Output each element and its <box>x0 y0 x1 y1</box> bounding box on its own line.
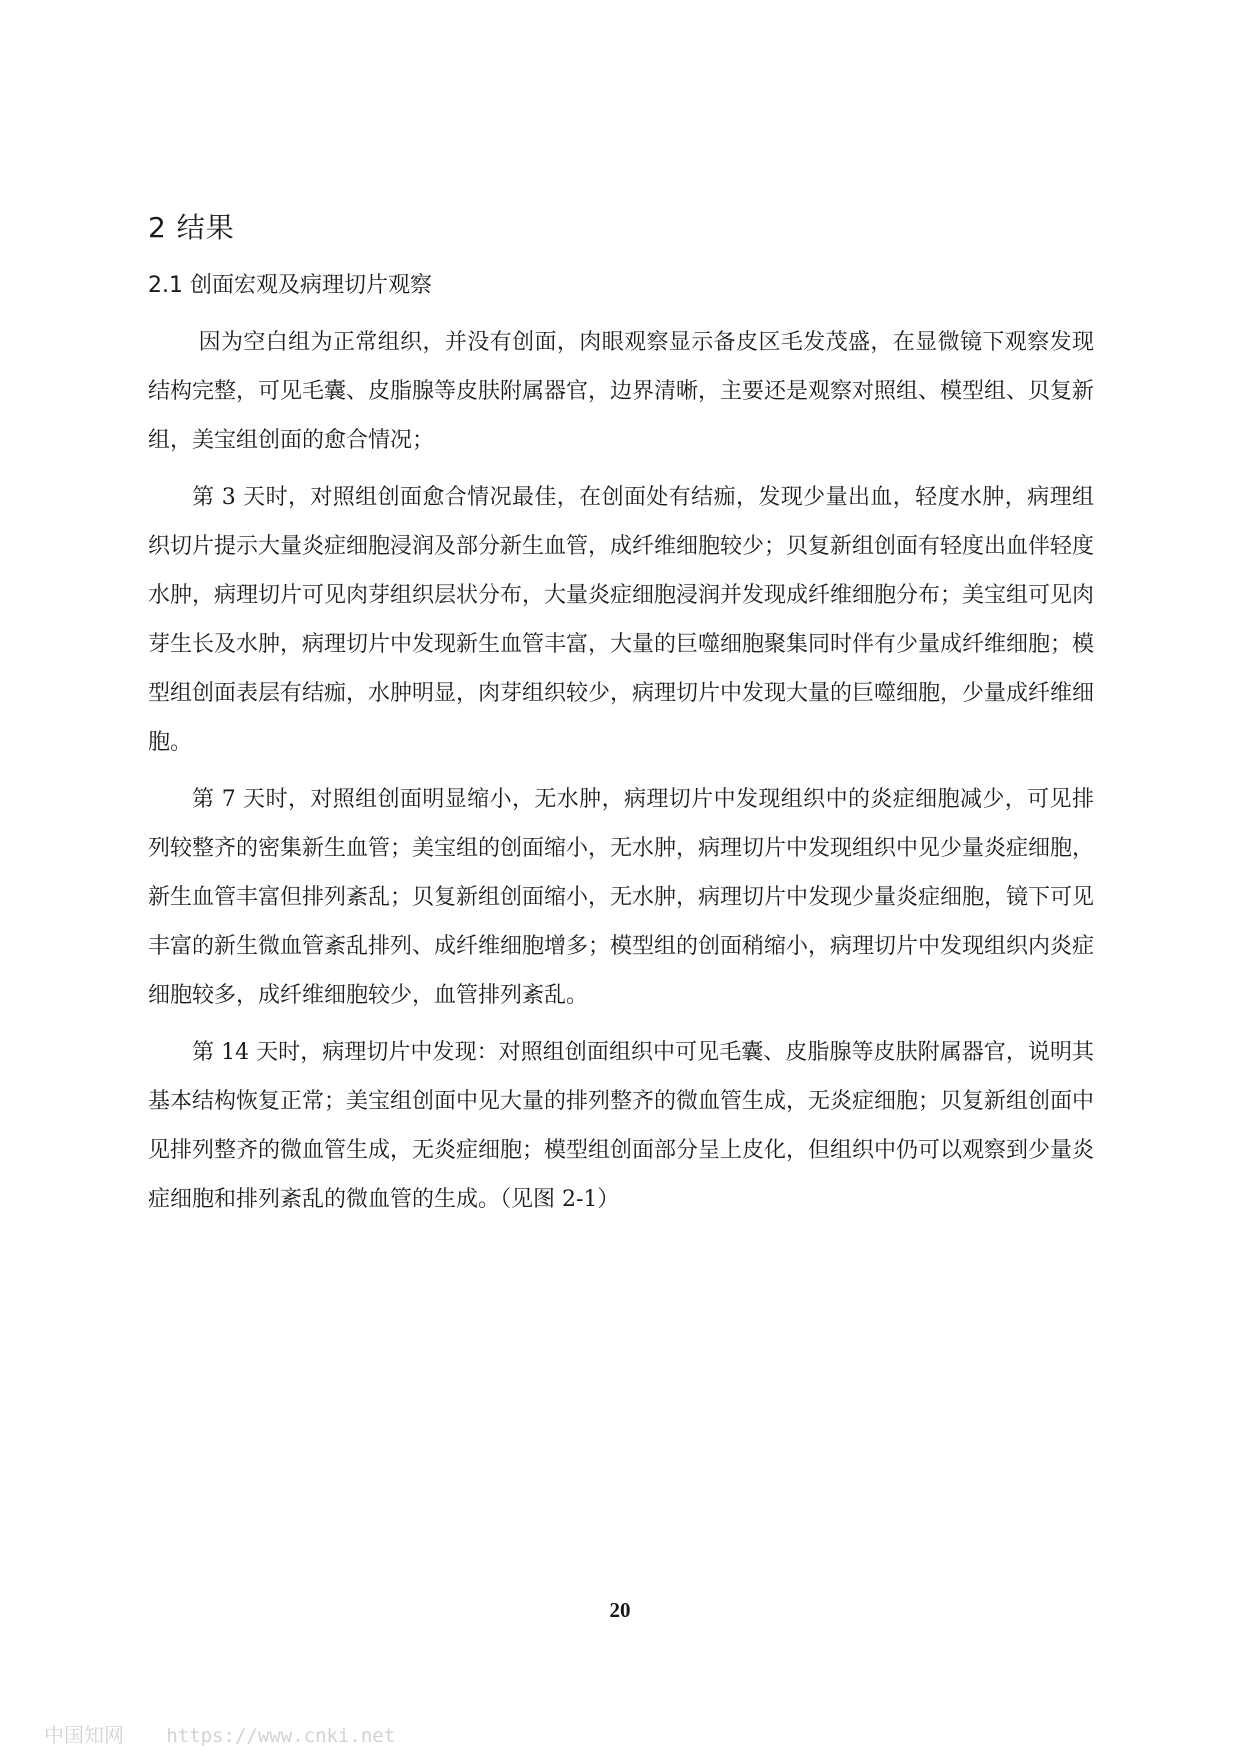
paragraph-blank-group: 因为空白组为正常组织，并没有创面，肉眼观察显示备皮区毛发茂盛，在显微镜下观察发现结构完整，可见毛囊、皮脂腺等皮肤附属器官，边界清晰，主要还是观察对照组、模型组、贝复新组，美宝组创面的愈合情况； <box>148 330 1095 453</box>
paragraph-day-14: 第 14 天时，病理切片中发现：对照组创面组织中可见毛囊、皮脂腺等皮肤附属器官，说明其基本结构恢复正常；美宝组创面中见大量的排列整齐的微血管生成，无炎症细胞；贝复新组创面中见排列整齐的微血管生成，无炎症细胞；模型组创面部分呈上皮化，但组织中仍可以观察到少量炎症细胞和排列紊乱的微血管的生成。（见图 2-1） <box>148 1040 1095 1212</box>
watermark-url: https://www.cnki.net <box>166 1725 396 1747</box>
paragraph-day-7: 第 7 天时，对照组创面明显缩小，无水肿，病理切片中发现组织中的炎症细胞减少，可见排列较整齐的密集新生血管；美宝组的创面缩小，无水肿，病理切片中发现组织中见少量炎症细胞，新生血管丰富但排列紊乱；贝复新组创面缩小，无水肿，病理切片中发现少量炎症细胞，镜下可见丰富的新生微血管紊乱排列、成纤维细胞增多；模型组的创面稍缩小，病理切片中发现组织内炎症细胞较多，成纤维细胞较少，血管排列紊乱。 <box>148 787 1095 1008</box>
section-heading: 2 结果 <box>148 211 235 244</box>
watermark-brand: 中国知网 <box>44 1723 124 1747</box>
page-number: 20 <box>609 1598 631 1622</box>
subsection-heading: 2.1 创面宏观及病理切片观察 <box>148 273 432 298</box>
body-text <box>148 318 1094 1232</box>
watermark <box>44 1719 395 1748</box>
paragraph-day-3: 第 3 天时，对照组创面愈合情况最佳，在创面处有结痂，发现少量出血，轻度水肿，病理组织切片提示大量炎症细胞浸润及部分新生血管，成纤维细胞较少；贝复新组创面有轻度出血伴轻度水肿，病理切片可见肉芽组织层状分布，大量炎症细胞浸润并发现成纤维细胞分布；美宝组可见肉芽生长及水肿，病理切片中发现新生血管丰富，大量的巨噬细胞聚集同时伴有少量成纤维细胞；模型组创面表层有结痂，水肿明显，肉芽组织较少，病理切片中发现大量的巨噬细胞，少量成纤维细胞。 <box>148 485 1095 755</box>
